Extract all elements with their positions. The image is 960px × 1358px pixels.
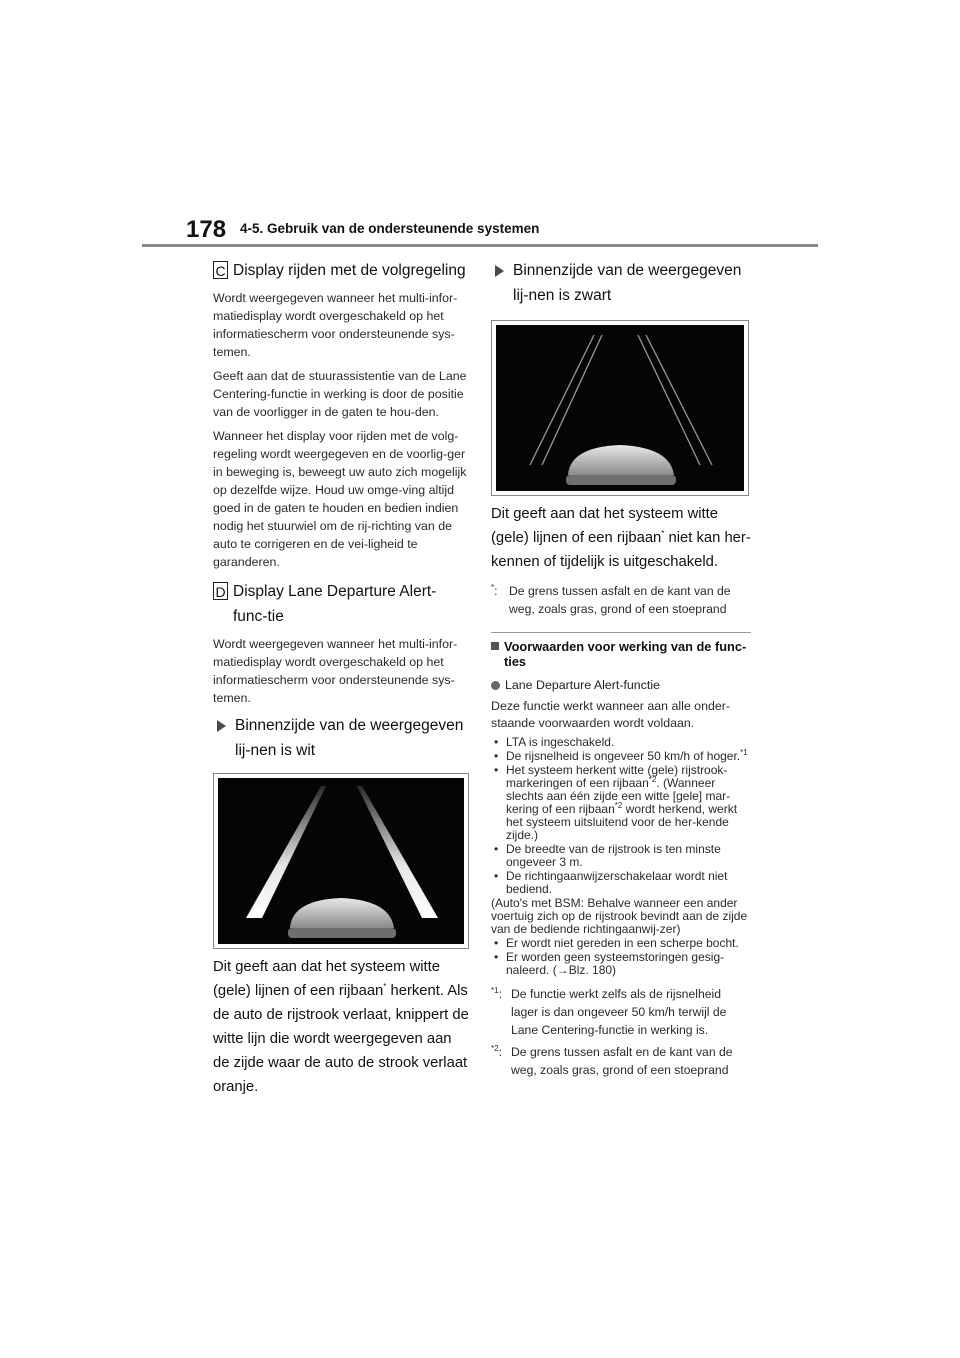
section-c-paragraph: Wanneer het display voor rijden met de volg-regeling wordt weergegeven en de voorlig-ger in beweging is, beweegt uw auto zich mogelijk op dezelfde wijze. Houd uw omge-ving altijd goed in de gaten te houden en bedien indien nodig het stuurwiel om de rij-richting van de auto te corrigeren en de vei-ligheid te garanderen. [213, 429, 467, 569]
section-d-label: D [213, 582, 228, 600]
right-column [491, 258, 751, 1083]
triangle-right-icon [495, 265, 504, 277]
list-item: • De breedte van de rijstrook is ten minste ongeveer 3 m. [494, 842, 721, 869]
chapter-title: 4-5. Gebruik van de ondersteunende systemen [240, 221, 540, 236]
section-c-heading [213, 258, 469, 283]
lda-function-heading [491, 677, 751, 694]
lda-function-title: Lane Departure Alert-functie [505, 678, 660, 692]
display-black-lines-image [491, 320, 749, 496]
page-number: 178 [186, 216, 227, 243]
list-item: • De rijsnelheid is ongeveer 50 km/h of hoger.$^{*1}$ [494, 748, 748, 763]
display-white-lines-image [213, 773, 469, 949]
conditions-intro: Deze functie werkt wanneer aan alle onder-staande voorwaarden wordt voldaan. [491, 699, 730, 730]
section-c-label: C [213, 261, 228, 279]
black-lines-description: Dit geeft aan dat het systeem witte (gele) lijnen of een rijbaan* niet kan her-kennen of tijdelijk is uitgeschakeld. [491, 506, 751, 570]
white-lines-description: Dit geeft aan dat het systeem witte (gele) lijnen of een rijbaan* herkent. Als de auto de rijstrook verlaat, knippert de witte lijn die wordt weergegeven aan de zijde waar de auto de strook verlaat oranje. [213, 959, 469, 1095]
square-bullet-icon [491, 642, 499, 650]
footnote-text: De grens tussen asfalt en de kant van de weg, zoals gras, grond of een stoeprand [509, 584, 731, 616]
triangle-right-icon [217, 720, 226, 732]
conditions-title: Voorwaarden voor werking van de func-ties [504, 639, 747, 669]
footnote-1 [491, 985, 751, 1039]
footnote-mark: $^{*1}$: [491, 985, 502, 1001]
conditions-heading [491, 639, 751, 669]
footnote-text: De grens tussen asfalt en de kant van de weg, zoals gras, grond of een stoeprand [511, 1045, 733, 1077]
section-d-paragraph: Wordt weergegeven wanneer het multi-infor-matiedisplay wordt overgeschakeld op het informatiescherm voor ondersteunende sys-temen. [213, 637, 458, 705]
section-c-title: Display rijden met de volgregeling [233, 262, 466, 279]
section-c-paragraph: Geeft aan dat de stuurassistentie van de Lane Centering-functie in werking is door de positie van de voorligger in de gaten te hou-den. [213, 369, 467, 419]
section-c-paragraph: Wordt weergegeven wanneer het multi-infor-matiedisplay wordt overgeschakeld op het informatiescherm voor ondersteunende sys-temen. [213, 291, 458, 359]
subsection-rule [491, 632, 751, 633]
list-item: • Er worden geen systeemstoringen gesig-naleerd. (→Blz. 180) [494, 950, 725, 977]
left-column [213, 258, 469, 1099]
footnote-text: De functie werkt zelfs als de rijsnelheid lager is dan ongeveer 50 km/h terwijl de Lane Centering-functie in werking is. [511, 987, 727, 1037]
footnote-mark: *: [491, 582, 498, 598]
list-item: • Het systeem herkent witte (gele) rijstrook-markeringen of een rijbaan$^{*2}$. (Wanneer slechts aan één zijde een witte [gele] mar-kering of een rijbaan$^{*2}$ wordt herkend, werkt het systeem uitsluitend voor de her-kende zijde.) [494, 763, 738, 842]
lane-display-black-illustration [496, 325, 744, 491]
footnote-star [491, 582, 751, 618]
lane-display-white-illustration [218, 778, 464, 944]
list-item: • Er wordt niet gereden in een scherpe bocht. [494, 936, 739, 950]
header-rule [142, 244, 818, 247]
white-lines-title: Binnenzijde van de weergegeven lij-nen is wit [235, 717, 464, 759]
white-lines-heading [213, 713, 469, 763]
section-d-title: Display Lane Departure Alert-func-tie [233, 583, 437, 625]
list-item: • De richtingaanwijzerschakelaar wordt niet bediend. [494, 869, 728, 896]
section-d-heading [213, 579, 469, 629]
black-lines-title: Binnenzijde van de weergegeven lij-nen is zwart [513, 262, 742, 304]
footnote-2 [491, 1043, 751, 1079]
bsm-condition-note: (Auto's met BSM: Behalve wanneer een ander voertuig zich op de rijstrook bevindt aan de zijde van de bediende richtingaanwij-zer) [491, 896, 748, 936]
footnote-mark: $^{*2}$: [491, 1043, 502, 1059]
round-bullet-icon [491, 681, 500, 690]
list-item: • LTA is ingeschakeld. [494, 735, 615, 749]
black-lines-heading [491, 258, 751, 308]
